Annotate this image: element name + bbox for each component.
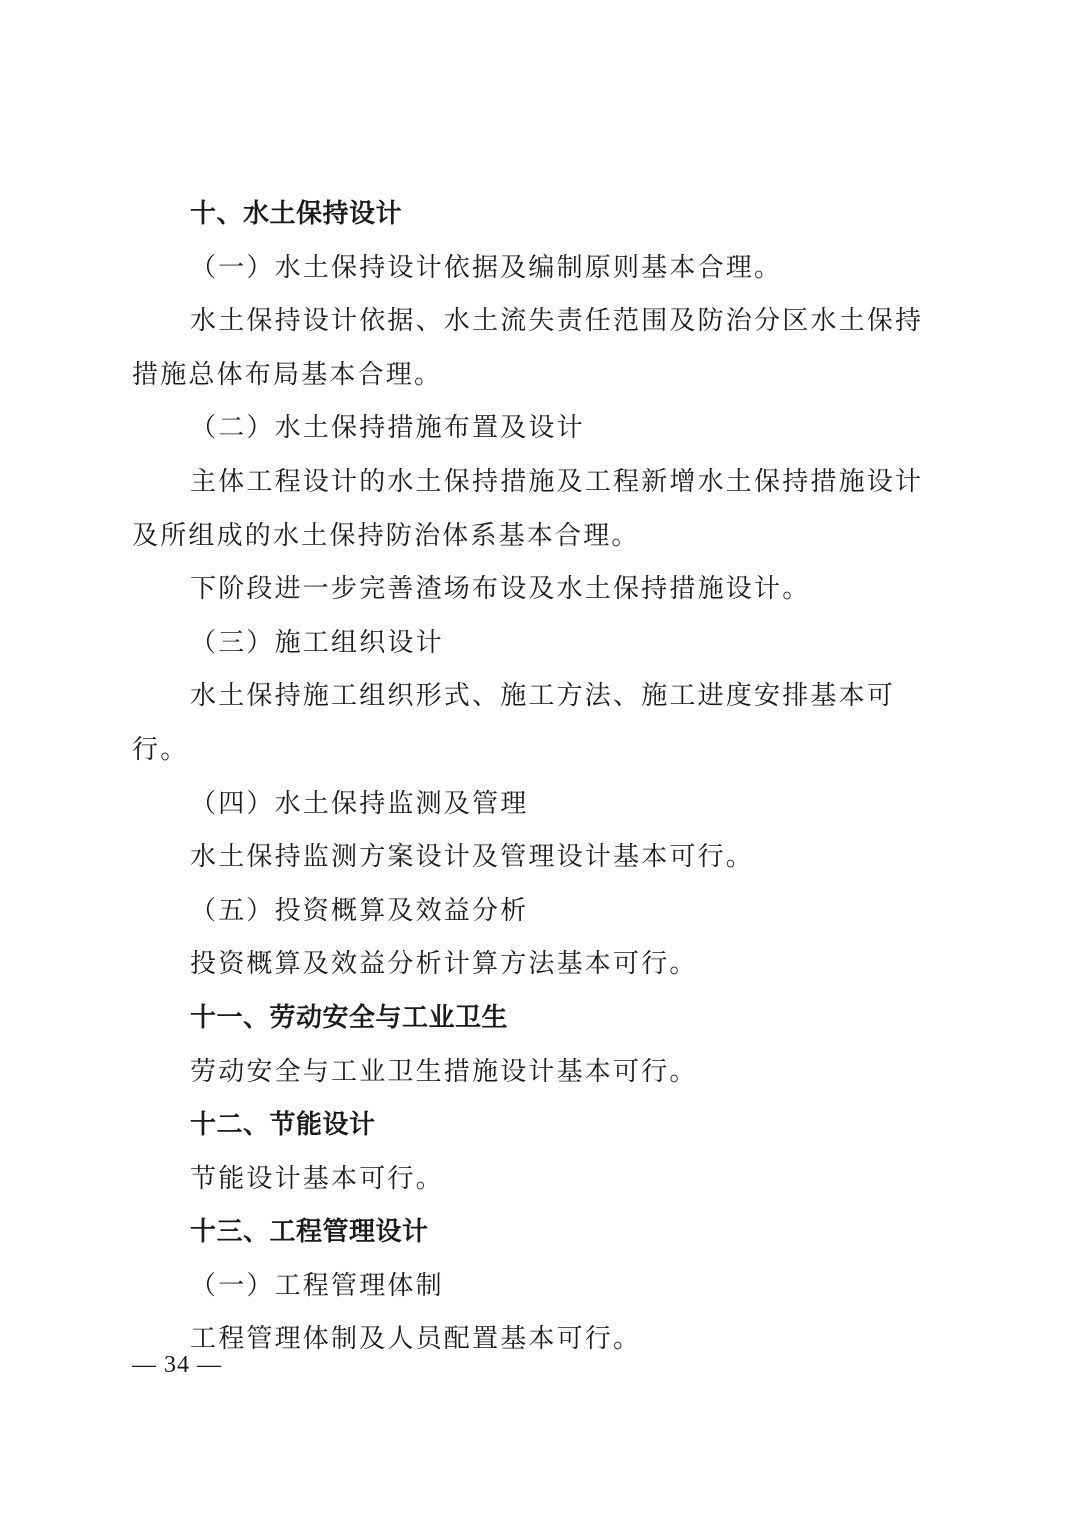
section-heading-12: 十二、节能设计 bbox=[190, 1110, 376, 1141]
subsection-heading: （一）工程管理体制 bbox=[190, 1270, 444, 1301]
subsection-heading: （五）投资概算及效益分析 bbox=[190, 895, 529, 926]
body-paragraph: 节能设计基本可行。 bbox=[190, 1163, 444, 1194]
body-paragraph: 水土保持施工组织形式、施工方法、施工进度安排基本可行。 bbox=[132, 681, 896, 765]
body-paragraph: 下阶段进一步完善渣场布设及水土保持措施设计。 bbox=[190, 574, 811, 605]
body-paragraph: 投资概算及效益分析计算方法基本可行。 bbox=[190, 949, 698, 980]
subsection-heading: （二）水土保持措施布置及设计 bbox=[190, 413, 585, 444]
body-paragraph: 水土保持监测方案设计及管理设计基本可行。 bbox=[190, 842, 755, 873]
section-heading-11: 十一、劳动安全与工业卫生 bbox=[190, 1002, 509, 1033]
section-heading-13: 十三、工程管理设计 bbox=[190, 1217, 429, 1248]
subsection-heading: （三）施工组织设计 bbox=[190, 627, 444, 658]
section-heading-10: 十、水土保持设计 bbox=[190, 199, 403, 229]
subsection-heading: （一）水土保持设计依据及编制原则基本合理。 bbox=[190, 252, 783, 283]
body-paragraph: 工程管理体制及人员配置基本可行。 bbox=[190, 1324, 642, 1355]
page-number: — 34 — bbox=[132, 1352, 222, 1378]
body-paragraph: 水土保持设计依据、水土流失责任范围及防治分区水土保持措施总体布局基本合理。 bbox=[132, 306, 924, 390]
subsection-heading: （四）水土保持监测及管理 bbox=[190, 788, 529, 819]
body-paragraph: 主体工程设计的水土保持措施及工程新增水土保持措施设计及所组成的水土保持防治体系基本合理。 bbox=[132, 466, 924, 551]
body-paragraph: 劳动安全与工业卫生措施设计基本可行。 bbox=[190, 1056, 698, 1087]
document-body bbox=[132, 188, 947, 1367]
